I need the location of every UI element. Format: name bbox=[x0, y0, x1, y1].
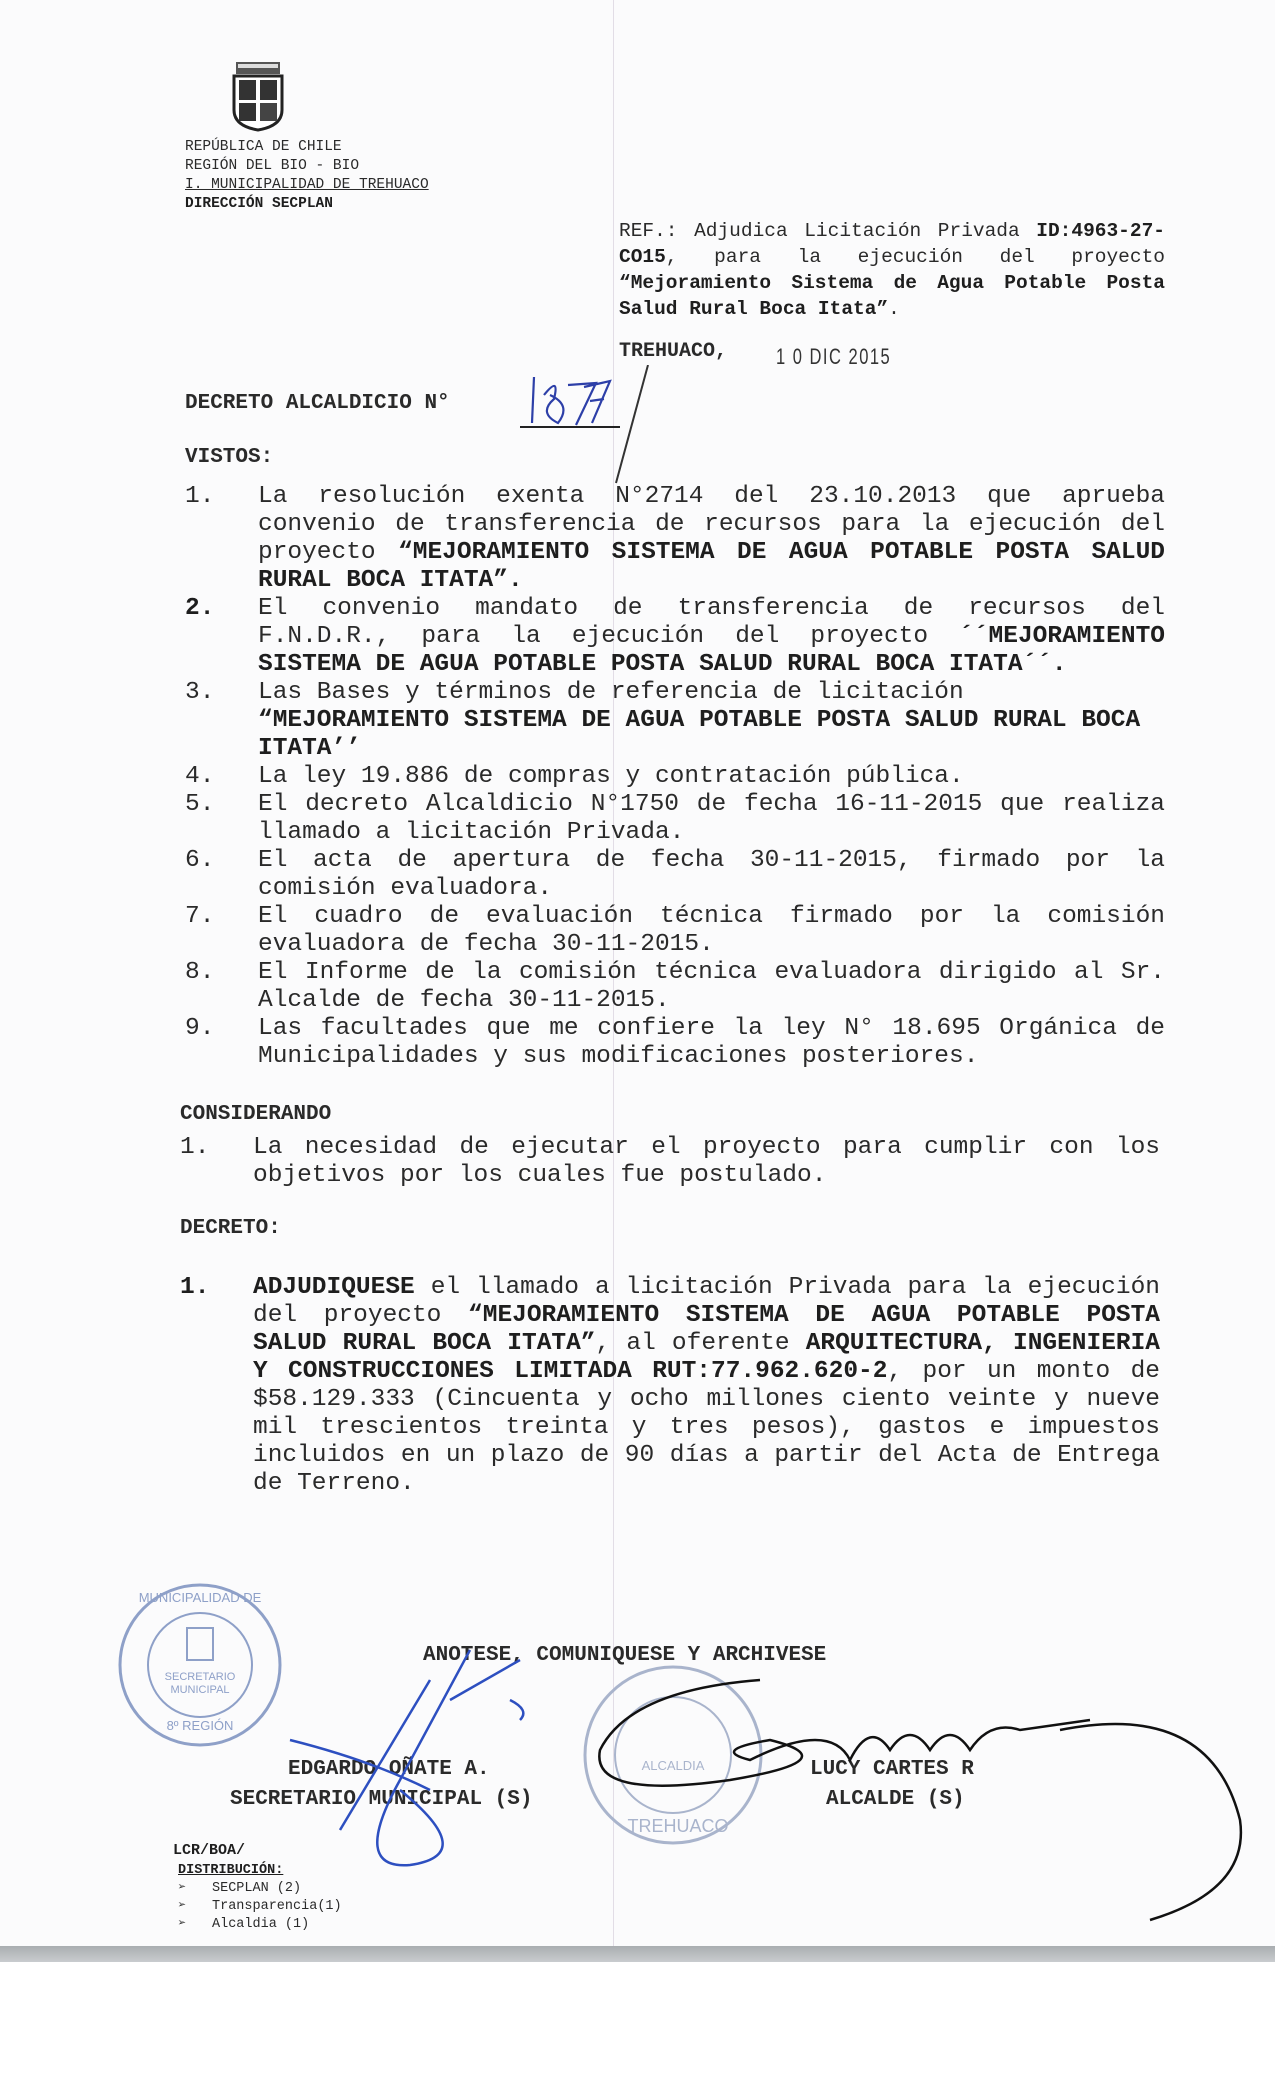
arrow-bullet-icon: ➢ bbox=[178, 1917, 187, 1932]
closing-formula: ANOTESE, COMUNIQUESE Y ARCHIVESE bbox=[423, 1644, 827, 1667]
list-item bbox=[185, 903, 1165, 959]
item-text bbox=[258, 595, 1165, 679]
item-number: 8. bbox=[185, 959, 215, 986]
decree-number-label: DECRETO ALCALDICIO N° bbox=[185, 392, 450, 415]
country: REPÚBLICA DE CHILE bbox=[185, 139, 342, 155]
letterhead bbox=[185, 138, 429, 214]
item-text-plain: Las Bases y términos de referencia de licitación bbox=[258, 679, 964, 706]
vistos-list bbox=[185, 483, 1165, 1071]
item-text: Las facultades que me confiere la ley N° 18.695 Orgánica de Municipalidades y sus modificaciones posteriores. bbox=[258, 1015, 1165, 1070]
item-number: 3. bbox=[185, 679, 215, 706]
list-item bbox=[185, 595, 1165, 679]
place: TREHUACO, bbox=[619, 340, 728, 363]
item-text bbox=[258, 483, 1165, 595]
list-item bbox=[178, 1916, 342, 1934]
list-item bbox=[180, 1274, 1160, 1498]
secretary-stamp bbox=[115, 1580, 285, 1750]
svg-text:TREHUACO: TREHUACO bbox=[627, 1816, 729, 1836]
item-number: 2. bbox=[185, 595, 215, 622]
secretary-signature bbox=[280, 1640, 580, 1880]
item-number: 7. bbox=[185, 903, 215, 930]
considerando-list bbox=[180, 1134, 1160, 1190]
handwritten-decree-number bbox=[520, 365, 660, 485]
list-item bbox=[185, 679, 1165, 763]
distribution-item: Transparencia(1) bbox=[212, 1899, 342, 1914]
list-item bbox=[185, 763, 1165, 791]
svg-text:ALCALDIA: ALCALDIA bbox=[641, 1758, 705, 1773]
list-item bbox=[185, 847, 1165, 903]
item-number: 6. bbox=[185, 847, 215, 874]
distribution-item: SECPLAN (2) bbox=[212, 1881, 302, 1896]
item-text bbox=[253, 1274, 1160, 1498]
secretary-role: SECRETARIO MUNICIPAL (S) bbox=[230, 1788, 533, 1811]
item-number: 1. bbox=[180, 1134, 210, 1161]
distribution-title: DISTRIBUCIÓN: bbox=[178, 1863, 284, 1878]
mayor-role: ALCALDE (S) bbox=[826, 1788, 965, 1811]
svg-text:SECRETARIO: SECRETARIO bbox=[164, 1671, 236, 1683]
item-text: La necesidad de ejecutar el proyecto para cumplir con los objetivos por los cuales fue postulado. bbox=[253, 1134, 1160, 1189]
item-text: El decreto Alcaldicio N°1750 de fecha 16-11-2015 que realiza llamado a licitación Privada. bbox=[258, 791, 1165, 846]
mayor-name: LUCY CARTES R bbox=[810, 1758, 974, 1781]
list-item bbox=[185, 791, 1165, 847]
mayor-signature bbox=[590, 1660, 1270, 1930]
text: el llamado a licitación Privada para la ejecución del proyecto bbox=[253, 1274, 1160, 1329]
text: , al oferente bbox=[595, 1330, 806, 1357]
item-number: 1. bbox=[180, 1274, 210, 1301]
list-item bbox=[180, 1134, 1160, 1190]
scan-edge bbox=[0, 1946, 1275, 1962]
svg-text:MUNICIPALIDAD DE: MUNICIPALIDAD DE bbox=[138, 1590, 262, 1605]
secretary-name: EDGARDO OÑATE A. bbox=[288, 1758, 490, 1781]
ref-text-2: , para la ejecución del proyecto bbox=[665, 246, 1165, 268]
decreto-title: DECRETO: bbox=[180, 1217, 281, 1240]
list-item bbox=[178, 1898, 342, 1916]
item-text-plain: El convenio mandato de transferencia de recursos del F.N.D.R., para la ejecución del proyecto bbox=[258, 595, 1165, 650]
vistos-title: VISTOS: bbox=[185, 446, 274, 469]
distribution bbox=[178, 1862, 342, 1934]
list-item bbox=[178, 1880, 342, 1898]
item-text-bold: “MEJORAMIENTO SISTEMA DE AGUA POTABLE POSTA SALUD RURAL BOCA ITATA’’ bbox=[258, 707, 1141, 762]
item-text: El acta de apertura de fecha 30-11-2015, firmado por la comisión evaluadora. bbox=[258, 847, 1165, 902]
region: REGIÓN DEL BIO - BIO bbox=[185, 158, 360, 174]
svg-text:MUNICIPAL: MUNICIPAL bbox=[170, 1684, 230, 1696]
item-text-bold: ´´MEJORAMIENTO SISTEMA DE AGUA POTABLE POSTA SALUD RURAL BOCA ITATA´´. bbox=[258, 623, 1165, 678]
reference-block bbox=[619, 218, 1165, 322]
date-stamp: 1 0 DIC 2015 bbox=[776, 344, 892, 369]
ref-project: “Mejoramiento Sistema de Agua Potable Posta Salud Rural Boca Itata” bbox=[619, 272, 1165, 320]
text: , por un monto de $58.129.333 (Cincuenta y ocho millones ciento veinte y nueve mil trescientos treinta y tres pesos), gastos e impuestos incluidos en un plazo de 90 días a partir del Acta de Entrega de Terreno. bbox=[253, 1358, 1160, 1497]
department: DIRECCIÓN SECPLAN bbox=[185, 196, 333, 212]
item-number: 1. bbox=[185, 483, 215, 510]
list-item bbox=[185, 959, 1165, 1015]
decreto-list bbox=[180, 1274, 1160, 1498]
ref-id: ID:4963-27-CO15 bbox=[619, 220, 1165, 268]
svg-text:8º REGIÓN: 8º REGIÓN bbox=[166, 1718, 234, 1733]
item-number: 5. bbox=[185, 791, 215, 818]
item-text: El Informe de la comisión técnica evaluadora dirigido al Sr. Alcalde de fecha 30-11-2015. bbox=[258, 959, 1165, 1014]
list-item bbox=[185, 1015, 1165, 1071]
item-text: El cuadro de evaluación técnica firmado por la comisión evaluadora de fecha 30-11-2015. bbox=[258, 903, 1165, 958]
adjudiquese: ADJUDIQUESE bbox=[253, 1274, 415, 1301]
initials: LCR/BOA/ bbox=[173, 1842, 246, 1859]
item-number: 9. bbox=[185, 1015, 215, 1042]
item-text-plain: La resolución exenta N°2714 del 23.10.2013 que aprueba convenio de transferencia de recursos para la ejecución del proyecto bbox=[258, 483, 1165, 566]
contractor: ARQUITECTURA, INGENIERIA Y CONSTRUCCIONES LIMITADA RUT:77.962.620-2 bbox=[253, 1330, 1161, 1385]
item-number: 4. bbox=[185, 763, 215, 790]
municipal-crest-icon bbox=[228, 60, 288, 132]
arrow-bullet-icon: ➢ bbox=[178, 1899, 187, 1914]
project-name: “MEJORAMIENTO SISTEMA DE AGUA POTABLE POSTA SALUD RURAL BOCA ITATA” bbox=[253, 1302, 1161, 1357]
list-item bbox=[185, 483, 1165, 595]
ref-end: . bbox=[888, 298, 900, 320]
arrow-bullet-icon: ➢ bbox=[178, 1881, 187, 1896]
ref-text: Adjudica Licitación Privada bbox=[677, 220, 1037, 242]
municipality: I. MUNICIPALIDAD DE TREHUACO bbox=[185, 177, 429, 193]
considerando-title: CONSIDERANDO bbox=[180, 1103, 332, 1126]
item-text-bold: “MEJORAMIENTO SISTEMA DE AGUA POTABLE POSTA SALUD RURAL BOCA ITATA”. bbox=[258, 539, 1165, 594]
distribution-item: Alcaldia (1) bbox=[212, 1917, 310, 1932]
item-text bbox=[258, 679, 1165, 763]
item-text: La ley 19.886 de compras y contratación pública. bbox=[258, 763, 964, 790]
ref-label: REF.: bbox=[619, 220, 678, 242]
